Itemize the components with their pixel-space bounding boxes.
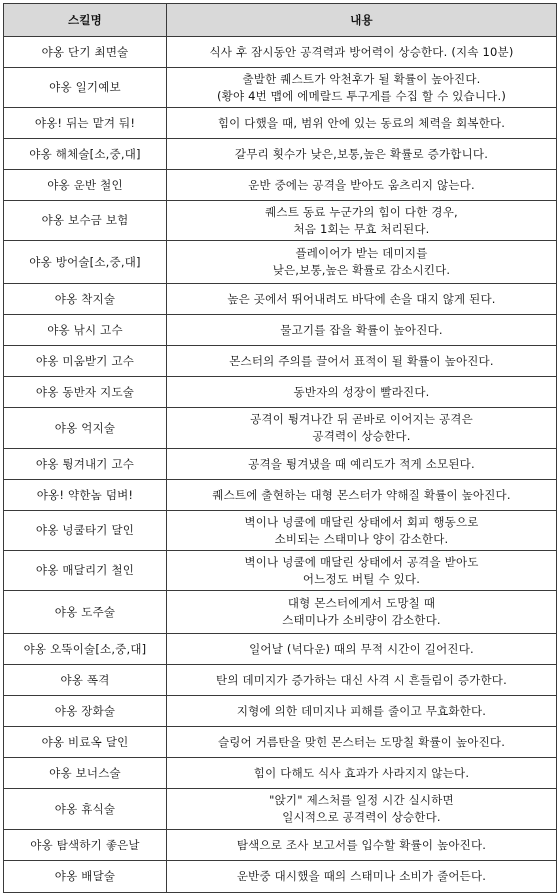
table-row [4,170,557,201]
skill-content-cell [167,201,557,241]
table-row [4,284,557,315]
header-skill-name: 스킬명 [4,4,167,37]
content-line: "앉기" 제스처를 일정 시간 실시하면 [269,793,454,807]
table-row [4,591,557,634]
skill-name-cell: 야옹 방어술[소,중,대] [4,241,167,284]
table-row [4,861,557,893]
skill-name-cell: 야옹 오뚝이술[소,중,대] [4,634,167,665]
table-row [4,758,557,789]
content-line: 몬스터의 주의를 끌어서 표적이 될 확률이 높아진다. [229,353,494,368]
skill-content-cell [167,284,557,315]
skill-content-cell [167,139,557,170]
skill-name-cell: 야옹 억지술 [4,408,167,449]
table-row [4,346,557,377]
content-line: 물고기를 잡을 확률이 높아진다. [280,322,443,337]
skill-name-cell: 야옹 일기예보 [4,68,167,108]
skill-content-cell [167,408,557,449]
skill-name-cell: 야옹 동반자 지도술 [4,377,167,408]
table-row [4,449,557,480]
content-line: 탐색으로 조사 보고서를 입수할 확률이 높아진다. [236,837,487,852]
content-line: 퀘스트에 출현하는 대형 몬스터가 약해질 확률이 높아진다. [212,487,511,502]
table-body [4,37,557,893]
skill-name-cell: 야옹! 뒤는 맡겨 둬! [4,108,167,139]
skill-name-cell: 야옹 휴식술 [4,789,167,830]
content-line: 높은 곳에서 뛰어내려도 바닥에 손을 대지 않게 된다. [227,291,496,306]
skill-name-cell: 야옹 운반 철인 [4,170,167,201]
skill-name-cell: 야옹 장화술 [4,696,167,727]
skill-name-cell: 야옹 튕겨내기 고수 [4,449,167,480]
table-row [4,37,557,68]
skill-content-cell [167,591,557,634]
skill-name-cell: 야옹 비료옥 달인 [4,727,167,758]
skill-content-cell [167,758,557,789]
skill-content-cell [167,170,557,201]
table-row [4,68,557,108]
table-row [4,315,557,346]
content-line: 공격을 튕겨냈을 때 예리도가 적게 소모된다. [248,456,475,471]
skill-content-cell [167,241,557,284]
content-line: 동반자의 성장이 빨라진다. [293,384,430,399]
table-row [4,634,557,665]
content-line: 식사 후 잠시동안 공격력과 방어력이 상승한다. (지속 10분) [209,44,514,59]
skill-content-cell [167,789,557,830]
content-line: 지형에 의한 데미지나 피해를 줄이고 무효화한다. [236,703,487,718]
content-line: 갈무리 횟수가 낮은,보통,높은 확률로 증가합니다. [234,146,489,161]
skill-name-cell: 야옹 폭격 [4,665,167,696]
skill-content-cell [167,449,557,480]
table-row [4,108,557,139]
content-line: 슬링어 거름탄을 맞힌 몬스터는 도망칠 확률이 높아진다. [217,734,506,749]
skill-name-cell: 야옹 착지술 [4,284,167,315]
skill-name-cell: 야옹! 약한놈 덤벼! [4,480,167,511]
skill-name-cell: 야옹 해체술[소,중,대] [4,139,167,170]
skill-name-cell: 야옹 도주술 [4,591,167,634]
content-line: 대형 몬스터에게서 도망칠 때 [287,596,436,610]
content-line: 처음 1회는 무효 처리된다. [293,221,430,236]
skill-content-cell [167,377,557,408]
content-line: 퀘스트 동료 누군가의 힘이 다한 경우, [265,204,458,219]
content-line: 벽이나 넝쿨에 매달린 상태에서 회피 행동으로 [244,514,479,529]
skill-content-cell [167,511,557,551]
skill-name-cell: 야옹 매달리기 철인 [4,551,167,591]
table-row [4,789,557,830]
skill-name-cell: 야옹 낚시 고수 [4,315,167,346]
content-line: 플레이어가 받는 데미지를 [295,246,428,260]
skill-content-cell [167,696,557,727]
content-line: 낮은,보통,높은 확률로 감소시킨다. [272,263,451,277]
skill-content-cell [167,634,557,665]
content-line: 운반 중에는 공격을 받아도 움츠리지 않는다. [248,177,475,192]
skill-content-cell [167,727,557,758]
content-line: 스태미나가 소비량이 감소한다. [282,613,441,627]
header-content: 내용 [167,4,557,37]
content-line: 소비되는 스태미나 양이 감소한다. [274,531,449,546]
table-row [4,377,557,408]
content-line: 출발한 퀘스트가 악천후가 될 확률이 높아진다. [242,71,481,86]
content-line: 일어날 (넉다운) 때의 무적 시간이 길어진다. [249,641,474,656]
skill-name-cell: 야옹 단기 최면술 [4,37,167,68]
skill-name-cell: 야옹 미움받기 고수 [4,346,167,377]
skill-content-cell [167,830,557,861]
content-line: 벽이나 넝쿨에 매달린 상태에서 공격을 받아도 [244,554,479,569]
skill-name-cell: 야옹 보수금 보험 [4,201,167,241]
skill-content-cell [167,346,557,377]
table-row [4,241,557,284]
skill-content-cell [167,315,557,346]
skill-name-cell: 야옹 보너스술 [4,758,167,789]
content-line: 공격력이 상승한다. [312,429,411,443]
skill-content-cell [167,665,557,696]
content-line: 운반중 대시했을 때의 스태미나 소비가 줄어든다. [236,869,487,883]
content-line: 어느정도 버틸 수 있다. [302,571,421,586]
table-row [4,665,557,696]
content-line: (황야 4번 맵에 에메랄드 투구게를 수집 할 수 있습니다.) [216,88,507,103]
skill-content-cell [167,68,557,108]
skill-content-cell [167,861,557,893]
skill-name-cell: 야옹 배달술 [4,861,167,893]
table-row [4,201,557,241]
content-line: 힘이 다했을 때, 범위 안에 있는 동료의 체력을 회복한다. [217,115,506,130]
skill-name-cell: 야옹 탐색하기 좋은날 [4,830,167,861]
table-row [4,551,557,591]
table-row [4,830,557,861]
table-row [4,480,557,511]
content-line: 힘이 다해도 식사 효과가 사라지지 않는다. [253,765,470,780]
skill-name-cell: 야옹 넝쿨타기 달인 [4,511,167,551]
skill-content-cell [167,551,557,591]
skill-content-cell [167,37,557,68]
table-row [4,727,557,758]
table-row [4,408,557,449]
skill-content-cell [167,108,557,139]
content-line: 일시적으로 공격력이 상승한다. [282,810,441,824]
content-line: 탄의 데미지가 증가하는 대신 사격 시 흔들림이 증가한다. [216,672,507,687]
table-row [4,696,557,727]
table-row [4,511,557,551]
skills-table [3,3,557,893]
content-line: 공격이 튕겨나간 뒤 곧바로 이어지는 공격은 [250,412,473,426]
table-row [4,139,557,170]
header-row [4,4,557,37]
skill-content-cell [167,480,557,511]
